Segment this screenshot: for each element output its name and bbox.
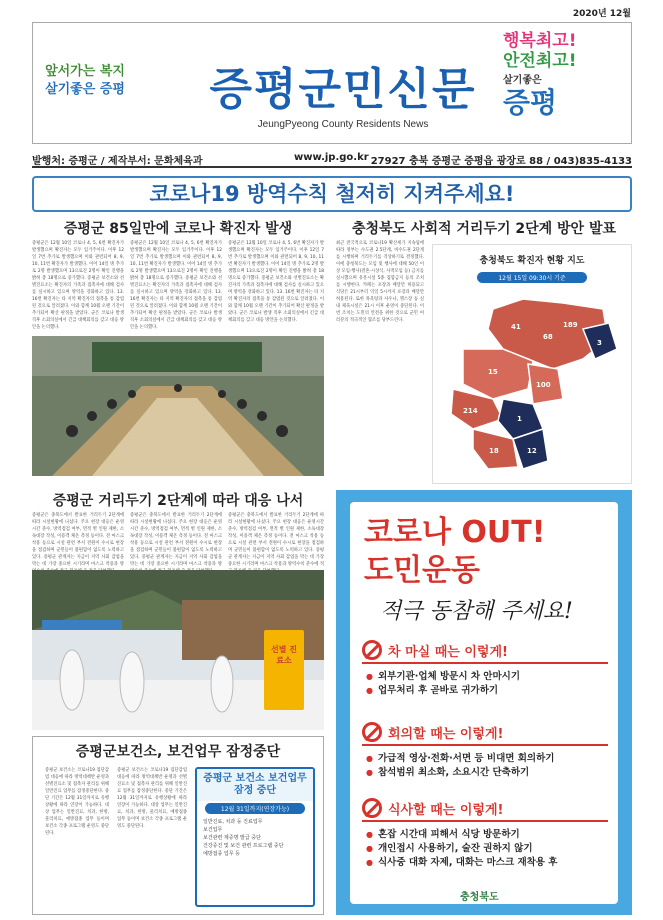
article3-text-col1: 증평군은 충북도에서 발표한 거리두기 2단계에 따라 시설현황에 나섰다. 주요 현장 대응은 운영시간 준수, 방역점검 여부, 면적 별 인원 제한, 소독대장 작성, 이용객 체온 측정 등이다. 전 마스크 착용 등으로 시설 관련 부서 전원이 수시로 현장을 점검하며 군민들이 불편함이 없도록 노력하고 있다. 증평군 관계자는 지금이 지역 사회 감염을 막는 데 가장 중요한 시기라며 마스크 착용과 방	[32, 513, 124, 567]
newspaper-title: 증평군민신문	[209, 64, 477, 115]
article3-title: 증평군 거리두기 2단계에 따라 대응 나서	[52, 493, 304, 509]
map-image	[433, 289, 633, 479]
slogan-safety: 안전최고!	[503, 51, 577, 71]
chungbuk-logo: 충청북도	[460, 892, 499, 903]
notice-item: 건강증진 및 보건 관련 프로그램 중단	[203, 843, 284, 849]
address-info: 27927 충북 증평군 증평읍 광장로 88 / 043)835-4133	[370, 156, 632, 167]
section-item: ● 혼잡 시간대 피해서 식당 방문하기	[378, 828, 608, 842]
covid-map	[432, 244, 632, 484]
map-label: 15	[488, 368, 498, 376]
notice-list	[197, 816, 313, 860]
divider	[362, 820, 608, 822]
slogan-left	[45, 63, 125, 99]
section-item: ● 가급적 영상·전화·서면 등 비대면 회의하기	[378, 752, 608, 766]
article1-text-col2: 증평군은 12월 10일 코로나 4, 5, 6번 확진자가 발생했으며 확진자는 모두 입거주이다. 이후 12일 7번 추가로 발생했으며 이와 관련되어 8, 9, 10, 11번 확진자가 발생했다. 이어 14일 병 추가로 2명 발생했으며 13으로진 2명이 확인 진행을 밝혀 총 18명으로 증가했다. 증평군 보건소와 선별진료소는 확진자의 가족과 접촉자에 대해 검사를 실시하고 있으며 방역을 강화하고 있다. 13. 16번 확진자는 타 지역 확진자의 접촉을 통 감염된 것으로 알려졌다. 이와 함께 10월 오랜 기간이 추가되어 확산 판정을 받았다. 군은 코로나 발생 직후 소회의실에서 긴급 대책회의를 갖고 대응 방안을 논의했다.	[130, 241, 222, 330]
section-item: ● 참석범위 최소화, 소요시간 단축하기	[378, 766, 608, 780]
notice-item: 보건관련 제증명 발급 중단	[203, 835, 261, 841]
poster-calligraphy: 적극 동참해 주세요!	[380, 599, 573, 624]
info-bar	[32, 150, 632, 168]
suspension-notice	[195, 767, 315, 907]
notice-date: 12월 31일까지(연장가능)	[205, 803, 305, 814]
article4-box	[32, 736, 324, 915]
article2-text-col1: 최근 전국적으로 코로나19 확산세가 지속됨에 따라 정부는 수도권 2.5단계, 비수도권 2단계를 시행하며 거리두기를 격상하기로 결정했다. 이에 충청북도는 모임 및 행사에 대해 50인 이상 모임·행사(결혼·시상식, 사적모임 등) 금지를 실시했으며 유흥시설 5종 집합금지 등의 조치를 시행한다. 카페는 포장과 배달만 허용되고 식당은 21시부터 익일 5시까지 포장과 배달만 허용된다. 또한 목욕탕과 사우나, 헬스장 등 실내 체육시설은 21시 이후 운영이 중단된다. 이번 조치는 도민의 안전을 위한 것으로 군민 여러분의 적극적인 협조를 당부드린다.	[336, 241, 424, 323]
map-label: 68	[543, 333, 553, 341]
map-label: 1	[517, 415, 522, 423]
divider	[362, 662, 608, 664]
masthead	[32, 22, 632, 144]
screening-photo	[32, 570, 324, 730]
map-label: 214	[463, 407, 478, 415]
slogan-left-line1: 앞서가는 복지	[45, 64, 125, 79]
section-heading: 회의할 때는 이렇게!	[388, 726, 504, 742]
website-link[interactable]: www.jp.go.kr	[294, 152, 369, 163]
poster-panel	[350, 502, 618, 904]
article1-text-col3: 증평군은 12월 10일 코로나 4, 5, 6번 확진자가 발생했으며 확진자는 모두 입거주이다. 이후 12일 7번 추가로 발생했으며 이와 관련되어 8, 9, 10, 11번 확진자가 발생했다. 이어 14일 병 추가로 2명 발생했으며 13으로진 2명이 확인 진행을 밝혀 총 18명으로 증가했다. 증평군 보건소와 선별진료소는 확진자의 가족과 접촉자에 대해 검사를 실시하고 있으며 방역을 강화하고 있다. 13. 16번 확진자는 타 지역 확진자의 접촉을 통 감염된 것으로 알려졌다. 이와 함께 10월 오랜 기간이 추가되어 확산 판정을 받았다. 군은 코로나 발생 직후 소회의실에서 긴급 대책회의를 갖고 대응 방안을 논의했다.	[228, 241, 324, 323]
section-item: ● 개인접시 사용하기, 술잔 권하지 않기	[378, 842, 608, 856]
map-label: 100	[536, 381, 551, 389]
poster-line2: 도민운동	[364, 553, 480, 588]
slogan-small: 살기좋은	[503, 75, 542, 86]
meeting-photo-image	[32, 336, 324, 476]
section-heading: 차 마실 때는 이렇게!	[388, 644, 508, 660]
section-heading: 식사할 때는 이렇게!	[388, 802, 504, 818]
notice-item: 보건업무	[203, 827, 223, 833]
section-item: ● 외부기관·업체 방문시 차 안마시기	[378, 670, 608, 684]
notice-item: 예방접종 업무 등	[203, 851, 240, 857]
prohibition-icon	[362, 640, 382, 660]
issue-date: 2020년 12월	[572, 9, 631, 19]
article4-text-col2: 증평군 보건소는 코로나19 집단감염 대응에 따라 방역대책반 운영과 선별진료소 및 접촉자 관리를 위해 일반진료 업무를 잠정중단한다. 중단 기간은 12월 31일까지로 유행상황에 따라 연장이 가능하다. 대상 업무는 일반진료, 치과, 한방, 물리치료, 예방접종 업무 등이며 보건소 각종 프로그램 운영도 중단된다.	[117, 768, 187, 829]
newspaper-subtitle: JeungPyeong County Residents News	[257, 119, 429, 130]
poster-line1: 코로나 OUT!	[364, 515, 546, 550]
poster-section-tea	[362, 640, 608, 698]
map-label: 189	[563, 321, 578, 329]
article3-text-col2: 증평군은 충북도에서 발표한 거리두기 2단계에 따라 시설현황에 나섰다. 주요 현장 대응은 운영시간 준수, 방역점검 여부, 면적 별 인원 제한, 소독대장 작성, 이용객 체온 측정 등이다. 전 마스크 착용 등으로 시설 관련 부서 전원이 수시로 현장을 점검하며 군민들이 불편함이 없도록 노력하고 있다. 증평군 관계자는 지금이 지역 사회 감염을 막는 데 가장 중요한 시기라며 마스크 착용과 방	[130, 513, 222, 567]
prohibition-icon	[362, 722, 382, 742]
map-label: 18	[489, 447, 499, 455]
publisher-info: 발행처: 증평군 / 제작부서: 문화체육과	[32, 156, 203, 167]
article2-title: 충청북도 사회적 거리두기 2단계 방안 발표	[351, 221, 617, 237]
slogan-right	[503, 31, 628, 119]
notice-title: 증평군 보건소 보건업무 잠정 중단	[197, 769, 313, 801]
article1-text-col1: 증평군은 12월 10일 코로나 4, 5, 6번 확진자가 발생했으며 확진자는 모두 입거주이다. 이후 12일 7번 추가로 발생했으며 이와 관련되어 8, 9, 10, 11번 확진자가 발생했다. 이어 14일 병 추가로 2명 발생했으며 13으로진 2명이 확인 진행을 밝혀 총 18명으로 증가했다. 증평군 보건소와 선별진료소는 확진자의 가족과 접촉자에 대해 검사를 실시하고 있으며 방역을 강화하고 있다. 13. 16번 확진자는 타 지역 확진자의 접촉을 통 감염된 것으로 알려졌다. 이와 함께 10월 오랜 기간이 추가되어 확산 판정을 받았다. 군은 코로나 발생 직후 소회의실에서 긴급 대책회의를 갖고 대응 방안을 논의했다.	[32, 241, 124, 330]
map-label: 3	[597, 339, 602, 347]
section-item: ● 식사중 대화 자제, 대화는 마스크 재착용 후	[378, 856, 608, 870]
main-headline: 코로나19 방역수칙 철저히 지켜주세요!	[32, 176, 632, 212]
map-caption: 12월 15일 09:30시 기준	[477, 272, 587, 283]
divider	[362, 744, 608, 746]
poster-headline	[364, 514, 545, 590]
prohibition-icon	[362, 798, 382, 818]
screening-booth-sign: 선별 진료소	[271, 645, 297, 665]
slogan-left-line2: 살기좋은 증평	[45, 82, 125, 97]
article4-text-col1: 증평군 보건소는 코로나19 집단감염 대응에 따라 방역대책반 운영과 선별진료소 및 접촉자 관리를 위해 일반진료 업무를 잠정중단한다. 중단 기간은 12월 31일까지로 유행상황에 따라 연장이 가능하다. 대상 업무는 일반진료, 치과, 한방, 물리치료, 예방접종 업무 등이며 보건소 각종 프로그램 운영도 중단된다.	[45, 768, 109, 836]
map-title: 충청북도 확진자 현황 지도	[479, 256, 585, 266]
campaign-poster	[336, 490, 632, 915]
poster-section-meeting	[362, 722, 608, 780]
section-item: ● 업무처리 후 곧바로 귀가하기	[378, 684, 608, 698]
poster-section-meal	[362, 798, 608, 870]
article4-title: 증평군보건소, 보건업무 잠정중단	[75, 744, 281, 760]
slogan-jeungpyeong: 증평	[503, 86, 558, 119]
map-label: 41	[511, 323, 521, 331]
meeting-photo	[32, 336, 324, 476]
map-label: 12	[527, 447, 537, 455]
slogan-happiness: 행복최고!	[503, 31, 577, 51]
article3-text-col3: 증평군은 충북도에서 발표한 거리두기 2단계에 따라 시설현황에 나섰다. 주요 현장 대응은 운영시간 준수, 방역점검 여부, 면적 별 인원 제한, 소독대장 작성, 이용객 체온 측정 등이다. 전 마스크 착용 등으로 시설 관련 부서 전원이 수시로 현장을 점검하며 군민들이 불편함이 없도록 노력하고 있다. 증평군 관계자는 지금이 지역 사회 감염을 막는 데 가장 중요한 시기라며 마스크 착용과 방역수칙 준수에 적	[228, 513, 324, 567]
article1-title: 증평군 85일만에 코로나 확진자 발생	[63, 221, 293, 237]
notice-item: 일반진료, 치과 등 진료업무	[203, 819, 263, 825]
